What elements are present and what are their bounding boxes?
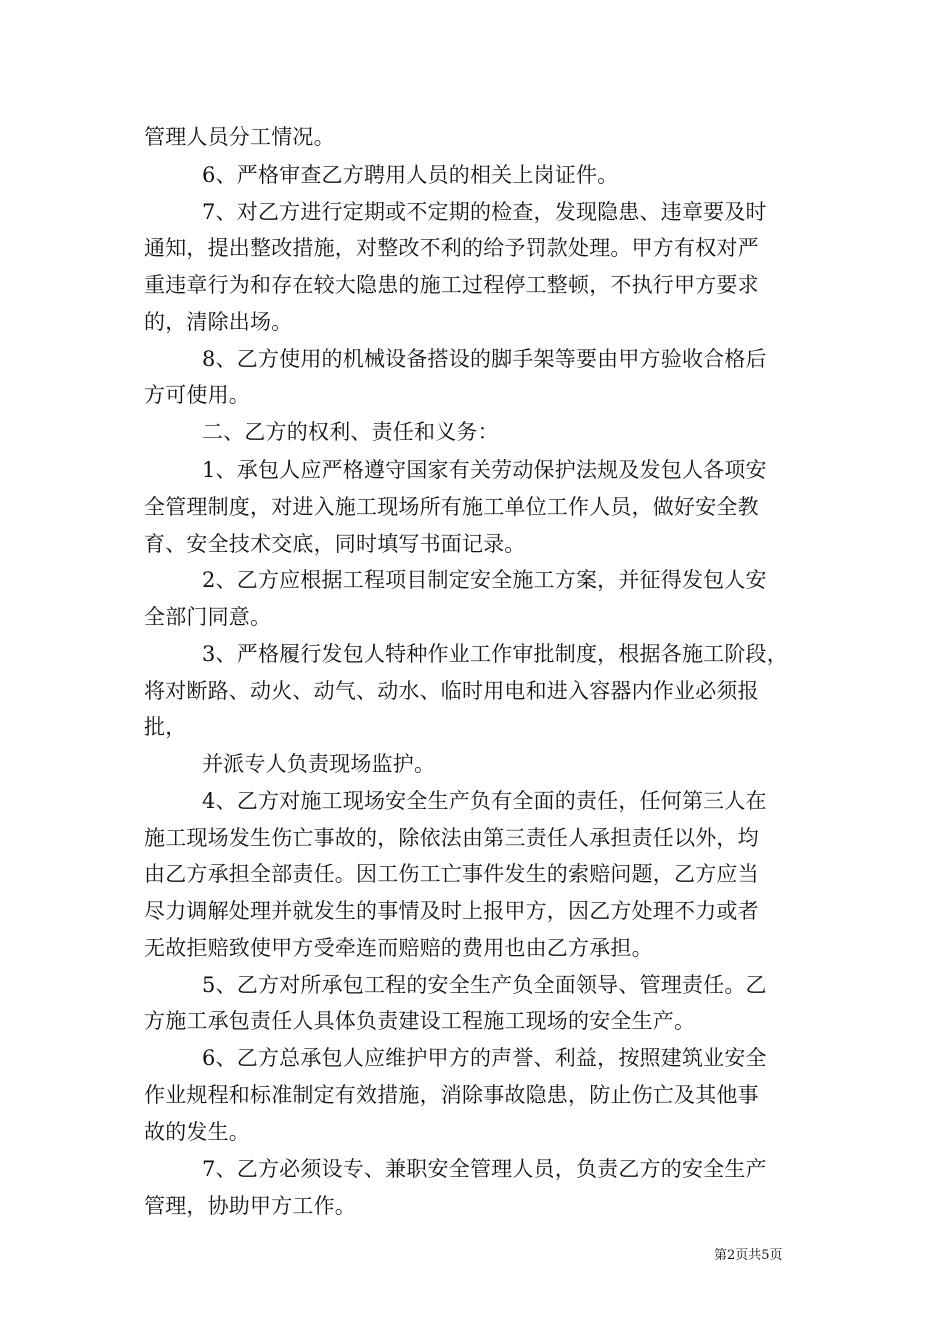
text-line: 6、严格审查乙方聘用人员的相关上岗证件。 — [202, 163, 619, 187]
text-line: 1、承包人应严格遵守国家有关劳动保护法规及发包人各项安 — [202, 458, 767, 482]
text-line: 通知，提出整改措施，对整改不利的给予罚款处理。甲方有权对严 — [144, 236, 759, 260]
text-line: 5、乙方对所承包工程的安全生产负全面领导、管理责任。乙 — [202, 973, 767, 997]
text-line: 6、乙方总承包人应维护甲方的声誉、利益，按照建筑业安全 — [202, 1046, 767, 1070]
text-line: 2、乙方应根据工程项目制定安全施工方案，并征得发包人安 — [202, 568, 767, 592]
text-line: 全管理制度，对进入施工现场所有施工单位工作人员，做好安全教 — [144, 495, 759, 519]
text-line: 7、对乙方进行定期或不定期的检查，发现隐患、违章要及时 — [202, 200, 767, 224]
text-line: 方施工承包责任人具体负责建设工程施工现场的安全生产。 — [144, 1009, 696, 1033]
text-line: 全部门同意。 — [144, 605, 272, 629]
text-line: 管理，协助甲方工作。 — [144, 1194, 356, 1218]
text-line: 7、乙方必须设专、兼职安全管理人员，负责乙方的安全生产 — [202, 1157, 767, 1181]
text-line: 重违章行为和存在较大隐患的施工过程停工整顿，不执行甲方要求 — [144, 273, 759, 297]
text-line: 3、严格履行发包人特种作业工作审批制度，根据各施工阶段， — [202, 642, 788, 666]
text-line: 4、乙方对施工现场安全生产负有全面的责任，任何第三人在 — [202, 789, 767, 813]
text-line: 由乙方承担全部责任。因工伤工亡事件发生的索赔问题，乙方应当 — [144, 862, 759, 886]
text-line: 管理人员分工情况。 — [144, 125, 335, 149]
text-line: 8、乙方使用的机械设备搭设的脚手架等要由甲方验收合格后 — [202, 347, 767, 371]
text-line: 的，清除出场。 — [144, 310, 293, 334]
text-line: 方可使用。 — [144, 383, 250, 407]
text-line: 将对断路、动火、动气、动水、临时用电和进入容器内作业必须报 — [144, 679, 759, 703]
text-line: 施工现场发生伤亡事故的，除依法由第三责任人承担责任以外，均 — [144, 826, 759, 850]
text-line: 批， — [144, 715, 187, 739]
text-line: 育、安全技术交底，同时填写书面记录。 — [144, 532, 526, 556]
text-line: 并派专人负责现场监护。 — [202, 752, 436, 776]
text-line: 无故拒赔致使甲方受牵连而赔赔的费用也由乙方承担。 — [144, 936, 653, 960]
text-line: 尽力调解处理并就发生的事情及时上报甲方，因乙方处理不力或者 — [144, 899, 759, 923]
text-line: 故的发生。 — [144, 1120, 250, 1144]
section-heading: 二、乙方的权利、责任和义务： — [202, 420, 499, 444]
page-number: 第2页共5页 — [714, 1248, 783, 1263]
text-line: 作业规程和标准制定有效措施，消除事故隐患，防止伤亡及其他事 — [144, 1083, 759, 1107]
